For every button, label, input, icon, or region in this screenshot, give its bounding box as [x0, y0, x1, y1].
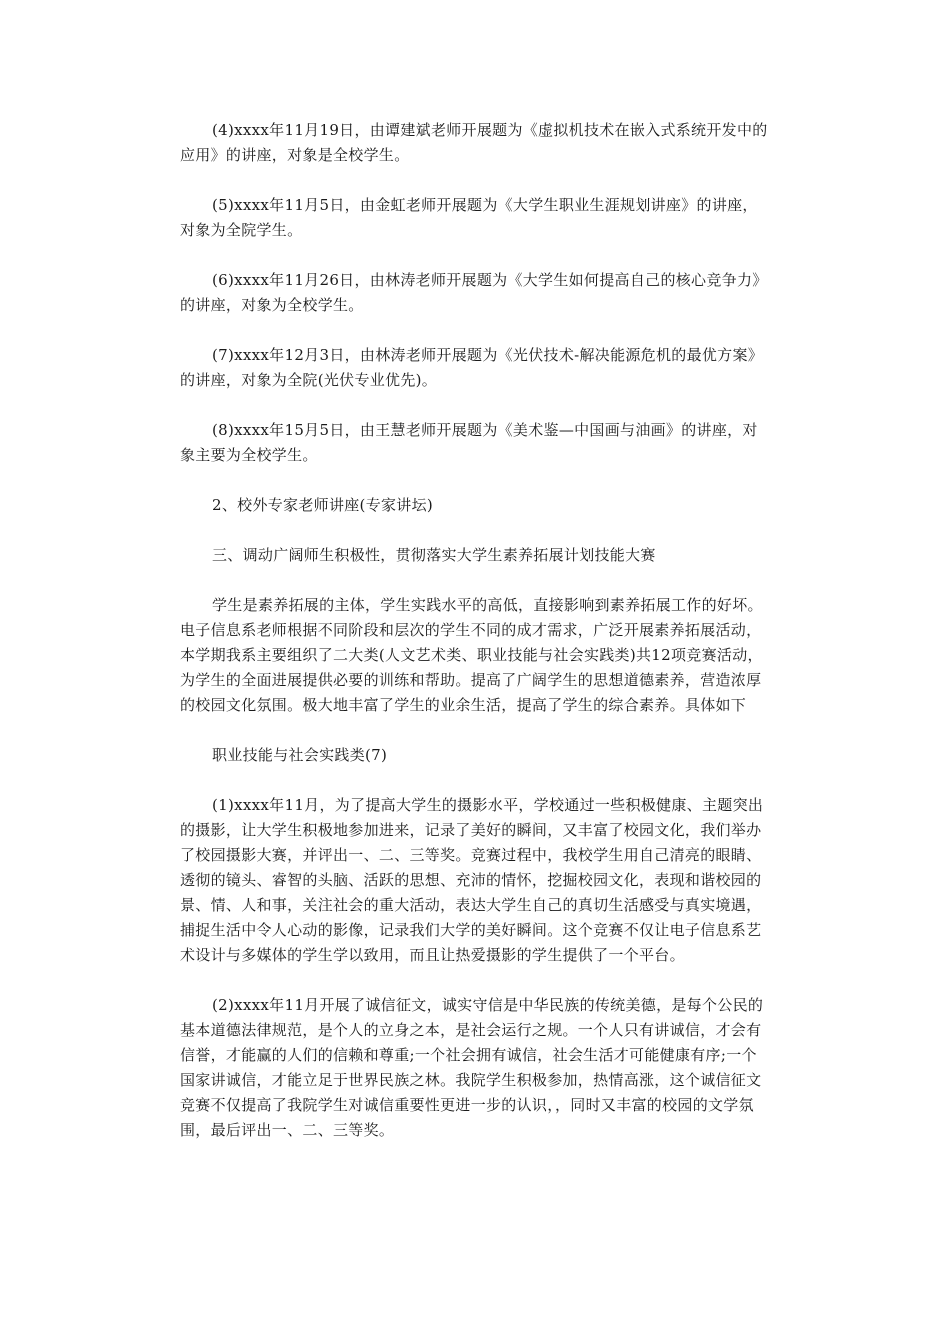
paragraph-lecture-6: (6)xxxx年11月26日，由林涛老师开展题为《大学生如何提高自己的核心竞争力》的讲座，对象为全校学生。 [180, 271, 768, 314]
paragraph-photography-contest: (1)xxxx年11月，为了提高大学生的摄影水平，学校通过一些积极健康、主题突出的摄影，让大学生积极地参加进来，记录了美好的瞬间，又丰富了校园文化，我们举办了校园摄影大赛，并评出一、二、三等奖。竞赛过程中，我校学生用自己清亮的眼睛、透彻的镜头、睿智的头脑、活跃的思想、充沛的情怀，挖掘校园文化，表现和谐校园的景、情、人和事，关注社会的重大活动，表达大学生自己的真切生活感受与真实境遇，捕捉生活中令人心动的影像，记录我们大学的美好瞬间。这个竞赛不仅让电子信息系艺术设计与多媒体的学生学以致用，而且让热爱摄影的学生提供了一个平台。 [180, 796, 764, 964]
paragraph-lecture-7: (7)xxxx年12月3日，由林涛老师开展题为《光伏技术-解决能源危机的最优方案》的讲座，对象为全院(光伏专业优先)。 [180, 346, 764, 389]
document-page [180, 118, 772, 1168]
heading-vocational-skills: 职业技能与社会实践类(7) [212, 746, 388, 764]
paragraph-intro: 学生是素养拓展的主体，学生实践水平的高低，直接影响到素养拓展工作的好坏。电子信息系老师根据不同阶段和层次的学生不同的成才需求，广泛开展素养拓展活动，本学期我系主要组织了二大类(人文艺术类、职业技能与社会实践类)共12项竞赛活动，为学生的全面进展提供必要的训练和帮助。提高了广阔学生的思想道德素养，营造浓厚的校园文化氛围。极大地丰富了学生的业余生活，提高了学生的综合素养。具体如下 [180, 596, 763, 714]
heading-external-lectures: 2、校外专家老师讲座(专家讲坛) [212, 496, 434, 514]
paragraph-integrity-essay: (2)xxxx年11月开展了诚信征文，诚实守信是中华民族的传统美德，是每个公民的基本道德法律规范，是个人的立身之本，是社会运行之规。一个人只有讲诚信，才会有信誉，才能赢的人们的信赖和尊重;一个社会拥有诚信，社会生活才可能健康有序;一个国家讲诚信，才能立足于世界民族之林。我院学生积极参加，热情高涨，这个诚信征文竞赛不仅提高了我院学生对诚信重要性更进一步的认识，，同时又丰富的校园的文学氛围，最后评出一、二、三等奖。 [180, 996, 764, 1139]
paragraph-lecture-8: (8)xxxx年15月5日，由王慧老师开展题为《美术鉴—中国画与油画》的讲座，对象主要为全校学生。 [180, 421, 758, 464]
paragraph-lecture-5: (5)xxxx年11月5日，由金虹老师开展题为《大学生职业生涯规划讲座》的讲座，对象为全院学生。 [180, 196, 758, 239]
heading-section-three: 三、调动广阔师生积极性，贯彻落实大学生素养拓展计划技能大赛 [212, 546, 656, 564]
paragraph-lecture-4: (4)xxxx年11月19日，由谭建斌老师开展题为《虚拟机技术在嵌入式系统开发中的应用》的讲座，对象是全校学生。 [180, 121, 768, 164]
